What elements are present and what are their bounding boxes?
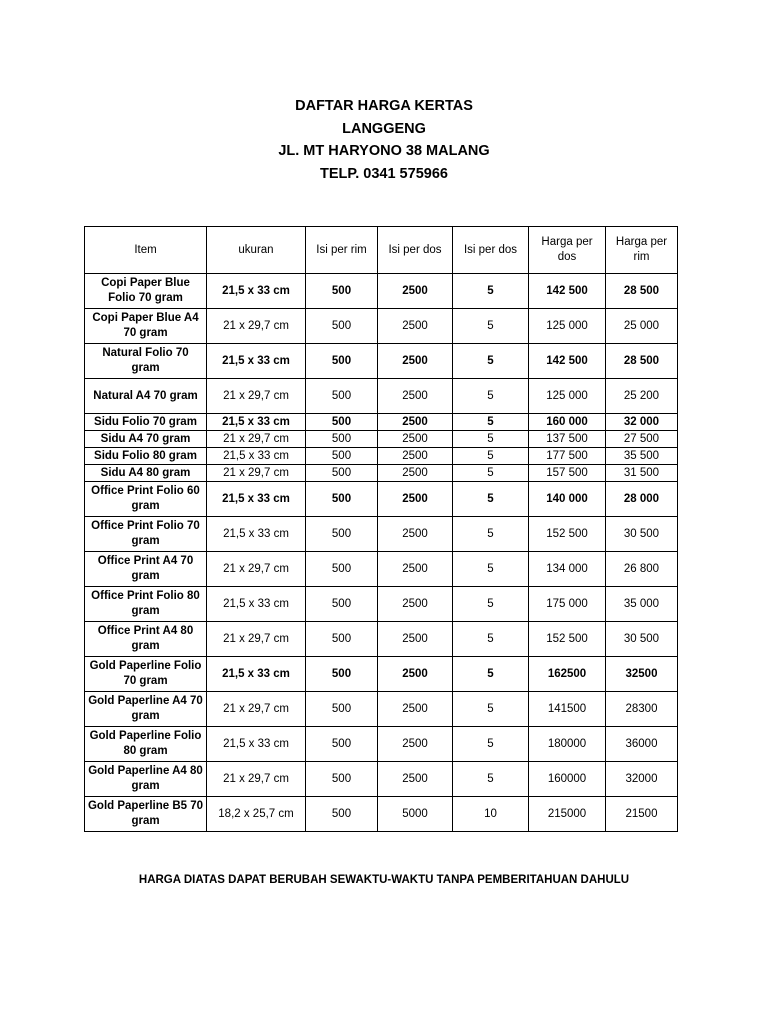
table-row xyxy=(85,309,678,344)
cell-isi-dos: 2500 xyxy=(378,517,453,552)
cell-harga-dos: 152 500 xyxy=(529,517,606,552)
cell-isi-dos: 2500 xyxy=(378,274,453,309)
cell-harga-dos: 160000 xyxy=(529,762,606,797)
cell-isi-rim: 500 xyxy=(306,517,378,552)
cell-harga-rim: 32000 xyxy=(606,762,678,797)
cell-isi-dos: 2500 xyxy=(378,465,453,482)
table-row xyxy=(85,414,678,431)
col-header-harga-per-rim: Harga per rim xyxy=(606,227,678,274)
table-row xyxy=(85,517,678,552)
cell-isi: 5 xyxy=(453,431,529,448)
cell-harga-rim: 26 800 xyxy=(606,552,678,587)
cell-isi: 5 xyxy=(453,465,529,482)
cell-harga-dos: 140 000 xyxy=(529,482,606,517)
store-address: JL. MT HARYONO 38 MALANG xyxy=(278,143,490,159)
cell-isi-rim: 500 xyxy=(306,727,378,762)
cell-ukuran: 21,5 x 33 cm xyxy=(207,274,306,309)
cell-ukuran: 21 x 29,7 cm xyxy=(207,431,306,448)
cell-isi-rim: 500 xyxy=(306,587,378,622)
cell-harga-rim: 28 000 xyxy=(606,482,678,517)
cell-harga-rim: 28 500 xyxy=(606,344,678,379)
cell-isi-rim: 500 xyxy=(306,692,378,727)
cell-harga-dos: 141500 xyxy=(529,692,606,727)
table-row xyxy=(85,622,678,657)
cell-isi-dos: 2500 xyxy=(378,727,453,762)
table-row xyxy=(85,692,678,727)
table-row xyxy=(85,762,678,797)
table-row xyxy=(85,274,678,309)
cell-ukuran: 21,5 x 33 cm xyxy=(207,657,306,692)
cell-isi: 5 xyxy=(453,482,529,517)
cell-item: Sidu A4 80 gram xyxy=(85,465,207,482)
title: DAFTAR HARGA KERTAS xyxy=(295,98,473,114)
cell-isi-rim: 500 xyxy=(306,274,378,309)
cell-item: Gold Paperline Folio 70 gram xyxy=(85,657,207,692)
table-row xyxy=(85,587,678,622)
cell-isi: 5 xyxy=(453,587,529,622)
document-header xyxy=(0,95,768,185)
cell-item: Office Print Folio 80 gram xyxy=(85,587,207,622)
cell-harga-dos: 125 000 xyxy=(529,379,606,414)
col-header-isi-per-rim: Isi per rim xyxy=(306,227,378,274)
cell-isi-dos: 2500 xyxy=(378,692,453,727)
table-row xyxy=(85,431,678,448)
cell-harga-dos: 152 500 xyxy=(529,622,606,657)
cell-ukuran: 21,5 x 33 cm xyxy=(207,517,306,552)
cell-isi-dos: 2500 xyxy=(378,622,453,657)
cell-harga-dos: 125 000 xyxy=(529,309,606,344)
cell-isi: 5 xyxy=(453,727,529,762)
cell-ukuran: 21 x 29,7 cm xyxy=(207,762,306,797)
cell-harga-rim: 35 500 xyxy=(606,448,678,465)
cell-ukuran: 21 x 29,7 cm xyxy=(207,622,306,657)
cell-item: Gold Paperline Folio 80 gram xyxy=(85,727,207,762)
table-row xyxy=(85,448,678,465)
cell-ukuran: 21 x 29,7 cm xyxy=(207,465,306,482)
cell-ukuran: 21,5 x 33 cm xyxy=(207,344,306,379)
cell-isi-dos: 2500 xyxy=(378,657,453,692)
cell-harga-rim: 28 500 xyxy=(606,274,678,309)
cell-isi: 5 xyxy=(453,309,529,344)
disclaimer-note: HARGA DIATAS DAPAT BERUBAH SEWAKTU-WAKTU TANPA PEMBERITAHUAN DAHULU xyxy=(138,874,630,886)
cell-harga-dos: 162500 xyxy=(529,657,606,692)
cell-item: Office Print A4 80 gram xyxy=(85,622,207,657)
cell-isi-rim: 500 xyxy=(306,762,378,797)
col-header-harga-per-dos: Harga per dos xyxy=(529,227,606,274)
cell-isi-rim: 500 xyxy=(306,622,378,657)
cell-isi-dos: 2500 xyxy=(378,431,453,448)
cell-harga-rim: 35 000 xyxy=(606,587,678,622)
cell-harga-rim: 30 500 xyxy=(606,622,678,657)
cell-harga-rim: 25 000 xyxy=(606,309,678,344)
cell-harga-dos: 157 500 xyxy=(529,465,606,482)
cell-isi-dos: 2500 xyxy=(378,414,453,431)
table-row xyxy=(85,552,678,587)
cell-isi-rim: 500 xyxy=(306,552,378,587)
cell-isi-dos: 2500 xyxy=(378,379,453,414)
cell-item: Gold Paperline A4 70 gram xyxy=(85,692,207,727)
cell-isi: 5 xyxy=(453,692,529,727)
cell-item: Natural Folio 70 gram xyxy=(85,344,207,379)
cell-ukuran: 21 x 29,7 cm xyxy=(207,692,306,727)
cell-isi: 5 xyxy=(453,657,529,692)
cell-ukuran: 21,5 x 33 cm xyxy=(207,727,306,762)
col-header-isi-per-dos-2: Isi per dos xyxy=(453,227,529,274)
cell-harga-dos: 134 000 xyxy=(529,552,606,587)
cell-harga-rim: 27 500 xyxy=(606,431,678,448)
cell-harga-rim: 21500 xyxy=(606,797,678,832)
cell-ukuran: 21 x 29,7 cm xyxy=(207,309,306,344)
cell-isi-dos: 2500 xyxy=(378,587,453,622)
table-row xyxy=(85,797,678,832)
cell-isi: 10 xyxy=(453,797,529,832)
cell-item: Sidu Folio 80 gram xyxy=(85,448,207,465)
cell-item: Sidu A4 70 gram xyxy=(85,431,207,448)
cell-isi-rim: 500 xyxy=(306,482,378,517)
cell-harga-dos: 180000 xyxy=(529,727,606,762)
cell-isi-dos: 2500 xyxy=(378,762,453,797)
cell-harga-dos: 160 000 xyxy=(529,414,606,431)
cell-item: Gold Paperline A4 80 gram xyxy=(85,762,207,797)
table-row xyxy=(85,379,678,414)
cell-item: Gold Paperline B5 70 gram xyxy=(85,797,207,832)
store-phone: TELP. 0341 575966 xyxy=(320,165,448,182)
cell-harga-dos: 142 500 xyxy=(529,344,606,379)
cell-harga-rim: 32500 xyxy=(606,657,678,692)
cell-isi-rim: 500 xyxy=(306,309,378,344)
price-table xyxy=(84,226,678,832)
store-name: LANGGENG xyxy=(342,120,426,137)
cell-harga-rim: 25 200 xyxy=(606,379,678,414)
cell-item: Office Print A4 70 gram xyxy=(85,552,207,587)
cell-isi-rim: 500 xyxy=(306,797,378,832)
cell-item: Natural A4 70 gram xyxy=(85,379,207,414)
cell-harga-rim: 30 500 xyxy=(606,517,678,552)
cell-item: Copi Paper Blue Folio 70 gram xyxy=(85,274,207,309)
cell-isi: 5 xyxy=(453,517,529,552)
cell-harga-dos: 142 500 xyxy=(529,274,606,309)
cell-ukuran: 21,5 x 33 cm xyxy=(207,482,306,517)
cell-isi-dos: 2500 xyxy=(378,309,453,344)
cell-isi-rim: 500 xyxy=(306,465,378,482)
col-header-isi-per-dos: Isi per dos xyxy=(378,227,453,274)
cell-isi: 5 xyxy=(453,379,529,414)
cell-isi-dos: 2500 xyxy=(378,448,453,465)
cell-isi-rim: 500 xyxy=(306,448,378,465)
cell-isi-rim: 500 xyxy=(306,414,378,431)
cell-isi: 5 xyxy=(453,622,529,657)
cell-item: Office Print Folio 70 gram xyxy=(85,517,207,552)
cell-isi-dos: 5000 xyxy=(378,797,453,832)
cell-isi: 5 xyxy=(453,762,529,797)
cell-isi-dos: 2500 xyxy=(378,344,453,379)
cell-harga-rim: 28300 xyxy=(606,692,678,727)
table-row xyxy=(85,344,678,379)
cell-isi-rim: 500 xyxy=(306,657,378,692)
cell-isi: 5 xyxy=(453,344,529,379)
col-header-ukuran: ukuran xyxy=(207,227,306,274)
cell-harga-rim: 31 500 xyxy=(606,465,678,482)
cell-isi-rim: 500 xyxy=(306,344,378,379)
cell-ukuran: 21 x 29,7 cm xyxy=(207,379,306,414)
cell-harga-dos: 175 000 xyxy=(529,587,606,622)
table-row xyxy=(85,482,678,517)
cell-harga-rim: 36000 xyxy=(606,727,678,762)
cell-ukuran: 18,2 x 25,7 cm xyxy=(207,797,306,832)
cell-harga-rim: 32 000 xyxy=(606,414,678,431)
cell-isi-rim: 500 xyxy=(306,431,378,448)
cell-isi-dos: 2500 xyxy=(378,552,453,587)
cell-harga-dos: 215000 xyxy=(529,797,606,832)
cell-item: Office Print Folio 60 gram xyxy=(85,482,207,517)
cell-ukuran: 21,5 x 33 cm xyxy=(207,448,306,465)
table-row xyxy=(85,727,678,762)
cell-harga-dos: 137 500 xyxy=(529,431,606,448)
cell-ukuran: 21 x 29,7 cm xyxy=(207,552,306,587)
cell-harga-dos: 177 500 xyxy=(529,448,606,465)
cell-isi-rim: 500 xyxy=(306,379,378,414)
table-header-row xyxy=(85,227,678,274)
cell-isi: 5 xyxy=(453,274,529,309)
cell-isi: 5 xyxy=(453,552,529,587)
cell-isi: 5 xyxy=(453,448,529,465)
cell-item: Copi Paper Blue A4 70 gram xyxy=(85,309,207,344)
cell-isi: 5 xyxy=(453,414,529,431)
table-row xyxy=(85,465,678,482)
cell-ukuran: 21,5 x 33 cm xyxy=(207,414,306,431)
cell-ukuran: 21,5 x 33 cm xyxy=(207,587,306,622)
table-row xyxy=(85,657,678,692)
cell-isi-dos: 2500 xyxy=(378,482,453,517)
cell-item: Sidu Folio 70 gram xyxy=(85,414,207,431)
col-header-item: Item xyxy=(85,227,207,274)
